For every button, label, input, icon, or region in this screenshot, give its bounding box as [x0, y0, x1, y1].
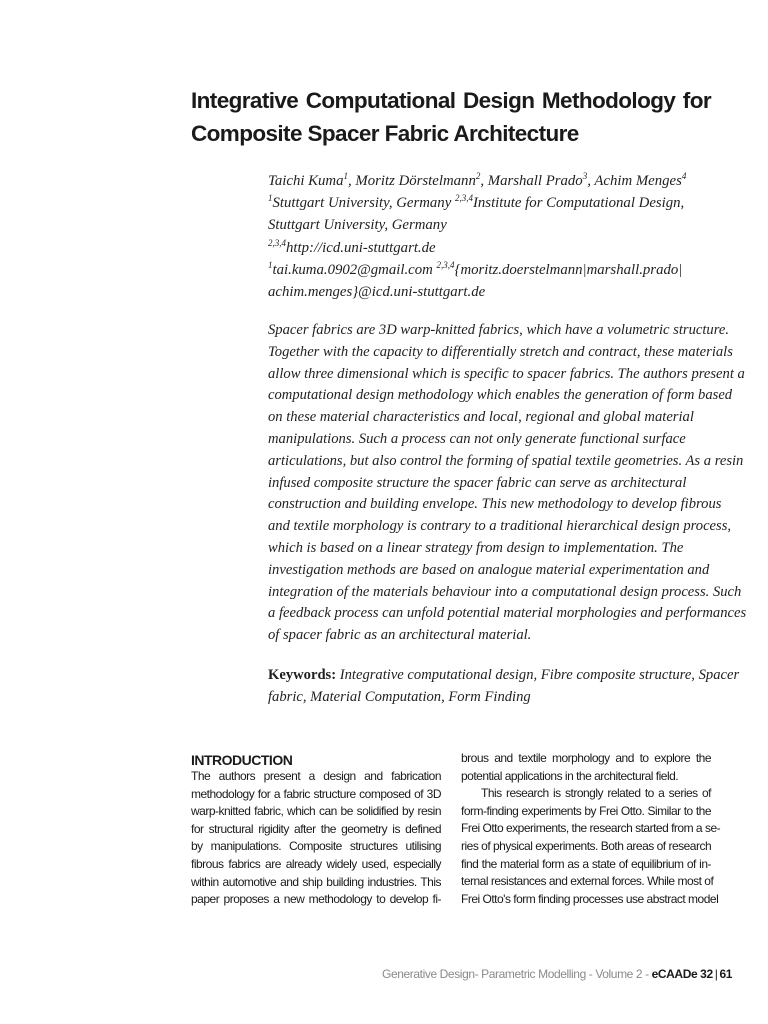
abstract-line: and textile morphology is contrary to a traditional hierarchical design process,: [268, 518, 732, 535]
section-heading-introduction: INTRODUCTION: [191, 752, 293, 768]
website-url[interactable]: http://icd.uni-stuttgart.de: [286, 239, 436, 256]
keywords-label: Keywords:: [268, 667, 337, 683]
abstract-line: manipulations. Such a process can not only generate functional surface: [268, 430, 686, 447]
abstract-line: integration of the materials behaviour into a computational design process. Such: [268, 583, 742, 600]
author-2: , Moritz Dörstelmann: [348, 173, 476, 189]
email-sup: 2,3,4: [436, 259, 455, 270]
abstract-line: Together with the capacity to differentially stretch and contract, these materials: [268, 343, 733, 360]
abstract-line: Spacer fabrics are 3D warp-knitted fabrics, which have a volumetric structure.: [268, 322, 729, 338]
footer-series: Generative Design- Parametric Modelling - Volume 2 -: [382, 967, 652, 981]
body-line: form-finding experiments by Frei Otto. Similar to the: [461, 803, 711, 818]
abstract-line: infused composite structure the spacer fabric can serve as architectural: [268, 474, 687, 491]
title-line-1: Integrative Computational Design Methodology for: [191, 88, 711, 113]
body-line: fibrous fabrics are already widely used, especially: [191, 856, 441, 871]
body-line: Frei Otto's form finding processes use abstract model: [461, 891, 719, 906]
column-right: [461, 750, 721, 908]
abstract: [268, 320, 747, 647]
abstract-line: allow three dimensional which is specific to spacer fabrics. The authors present a: [268, 365, 745, 382]
affiliation-text: Institute for Computational Design,: [472, 195, 685, 212]
body-line: ternal resistances and external forces. While most of: [461, 874, 714, 889]
affiliation-text: Stuttgart University, Germany: [272, 195, 455, 212]
body-line: ries of physical experiments. Both areas of research: [461, 838, 712, 853]
author-4: , Achim Menges: [587, 173, 682, 189]
footer-separator: |: [714, 967, 718, 981]
author-names: [268, 170, 698, 192]
website-line: [268, 237, 698, 259]
body-line: Frei Otto experiments, the research started from a se-: [461, 821, 721, 836]
affiliation-line-2: Stuttgart University, Germany: [268, 217, 447, 234]
footer-conference: eCAADe 32: [651, 967, 713, 981]
abstract-line: investigation methods are based on analogue material experimentation and: [268, 561, 710, 578]
email-line-1: [268, 259, 698, 281]
author-3: , Marshall Prado: [480, 173, 583, 189]
keywords-line-2: fabric, Material Computation, Form Finding: [268, 689, 531, 705]
email-sup: 1: [268, 259, 273, 270]
affiliation-sup: 1: [268, 193, 273, 204]
author-1: Taichi Kuma: [268, 173, 344, 189]
keywords: [268, 664, 740, 708]
body-line: paper proposes a new methodology to develop fi-: [191, 892, 441, 907]
author-4-sup: 4: [681, 171, 687, 181]
abstract-line: on these material characteristics and local, regional and global material: [268, 409, 694, 426]
affiliation-sup: 2,3,4: [454, 193, 473, 204]
body-line: warp-knitted fabric, which can be solidified by resin: [191, 804, 441, 819]
page-number: 61: [719, 967, 732, 981]
body-line: for structural rigidity after the geometry is defined: [191, 821, 441, 836]
column-left: [191, 750, 441, 909]
body-line: brous and textile morphology and to explore the: [461, 751, 711, 765]
keywords-text: Integrative computational design, Fibre composite structure, Spacer: [336, 667, 740, 683]
body-line: potential applications in the architectural field.: [461, 768, 679, 783]
author-2-sup: 2: [475, 171, 481, 181]
email-line-2[interactable]: achim.menges}@icd.uni-stuttgart.de: [268, 284, 486, 301]
body-line: within automotive and ship building industries. This: [191, 874, 441, 889]
email-address[interactable]: {moritz.doerstelmann|marshall.prado|: [454, 261, 683, 278]
abstract-line: construction and building envelope. This new methodology to develop fibrous: [268, 496, 722, 513]
abstract-line: which is based on a linear strategy from design to implementation. The: [268, 539, 684, 556]
body-line: find the material form as a state of equilibrium of in-: [461, 856, 711, 871]
abstract-line: articulations, but also control the forming of spatial textile geometries. As a resin: [268, 452, 744, 469]
author-1-sup: 1: [343, 171, 349, 181]
keywords-line-1: [268, 664, 740, 686]
abstract-line: computational design methodology which enables the generation of form based: [268, 387, 733, 404]
body-line: by manipulations. Composite structures utilising: [191, 839, 441, 854]
author-3-sup: 3: [582, 171, 588, 181]
body-line: methodology for a fabric structure composed of 3D: [191, 786, 441, 801]
title-line-2: Composite Spacer Fabric Architecture: [191, 121, 579, 146]
body-line: The authors present a design and fabrication: [191, 769, 441, 783]
affiliation-line-1: [268, 192, 698, 214]
abstract-line: a feedback process can unfold potential material morphologies and performances: [268, 605, 747, 622]
body-line: This research is strongly related to a series of: [481, 786, 711, 801]
website-sup: 2,3,4: [268, 237, 286, 248]
paper-title: [191, 84, 711, 150]
email-address[interactable]: tai.kuma.0902@gmail.com: [272, 261, 437, 278]
author-block: [268, 170, 698, 303]
abstract-line: of spacer fabric as an architectural material.: [268, 627, 532, 644]
page-footer: [382, 967, 732, 981]
